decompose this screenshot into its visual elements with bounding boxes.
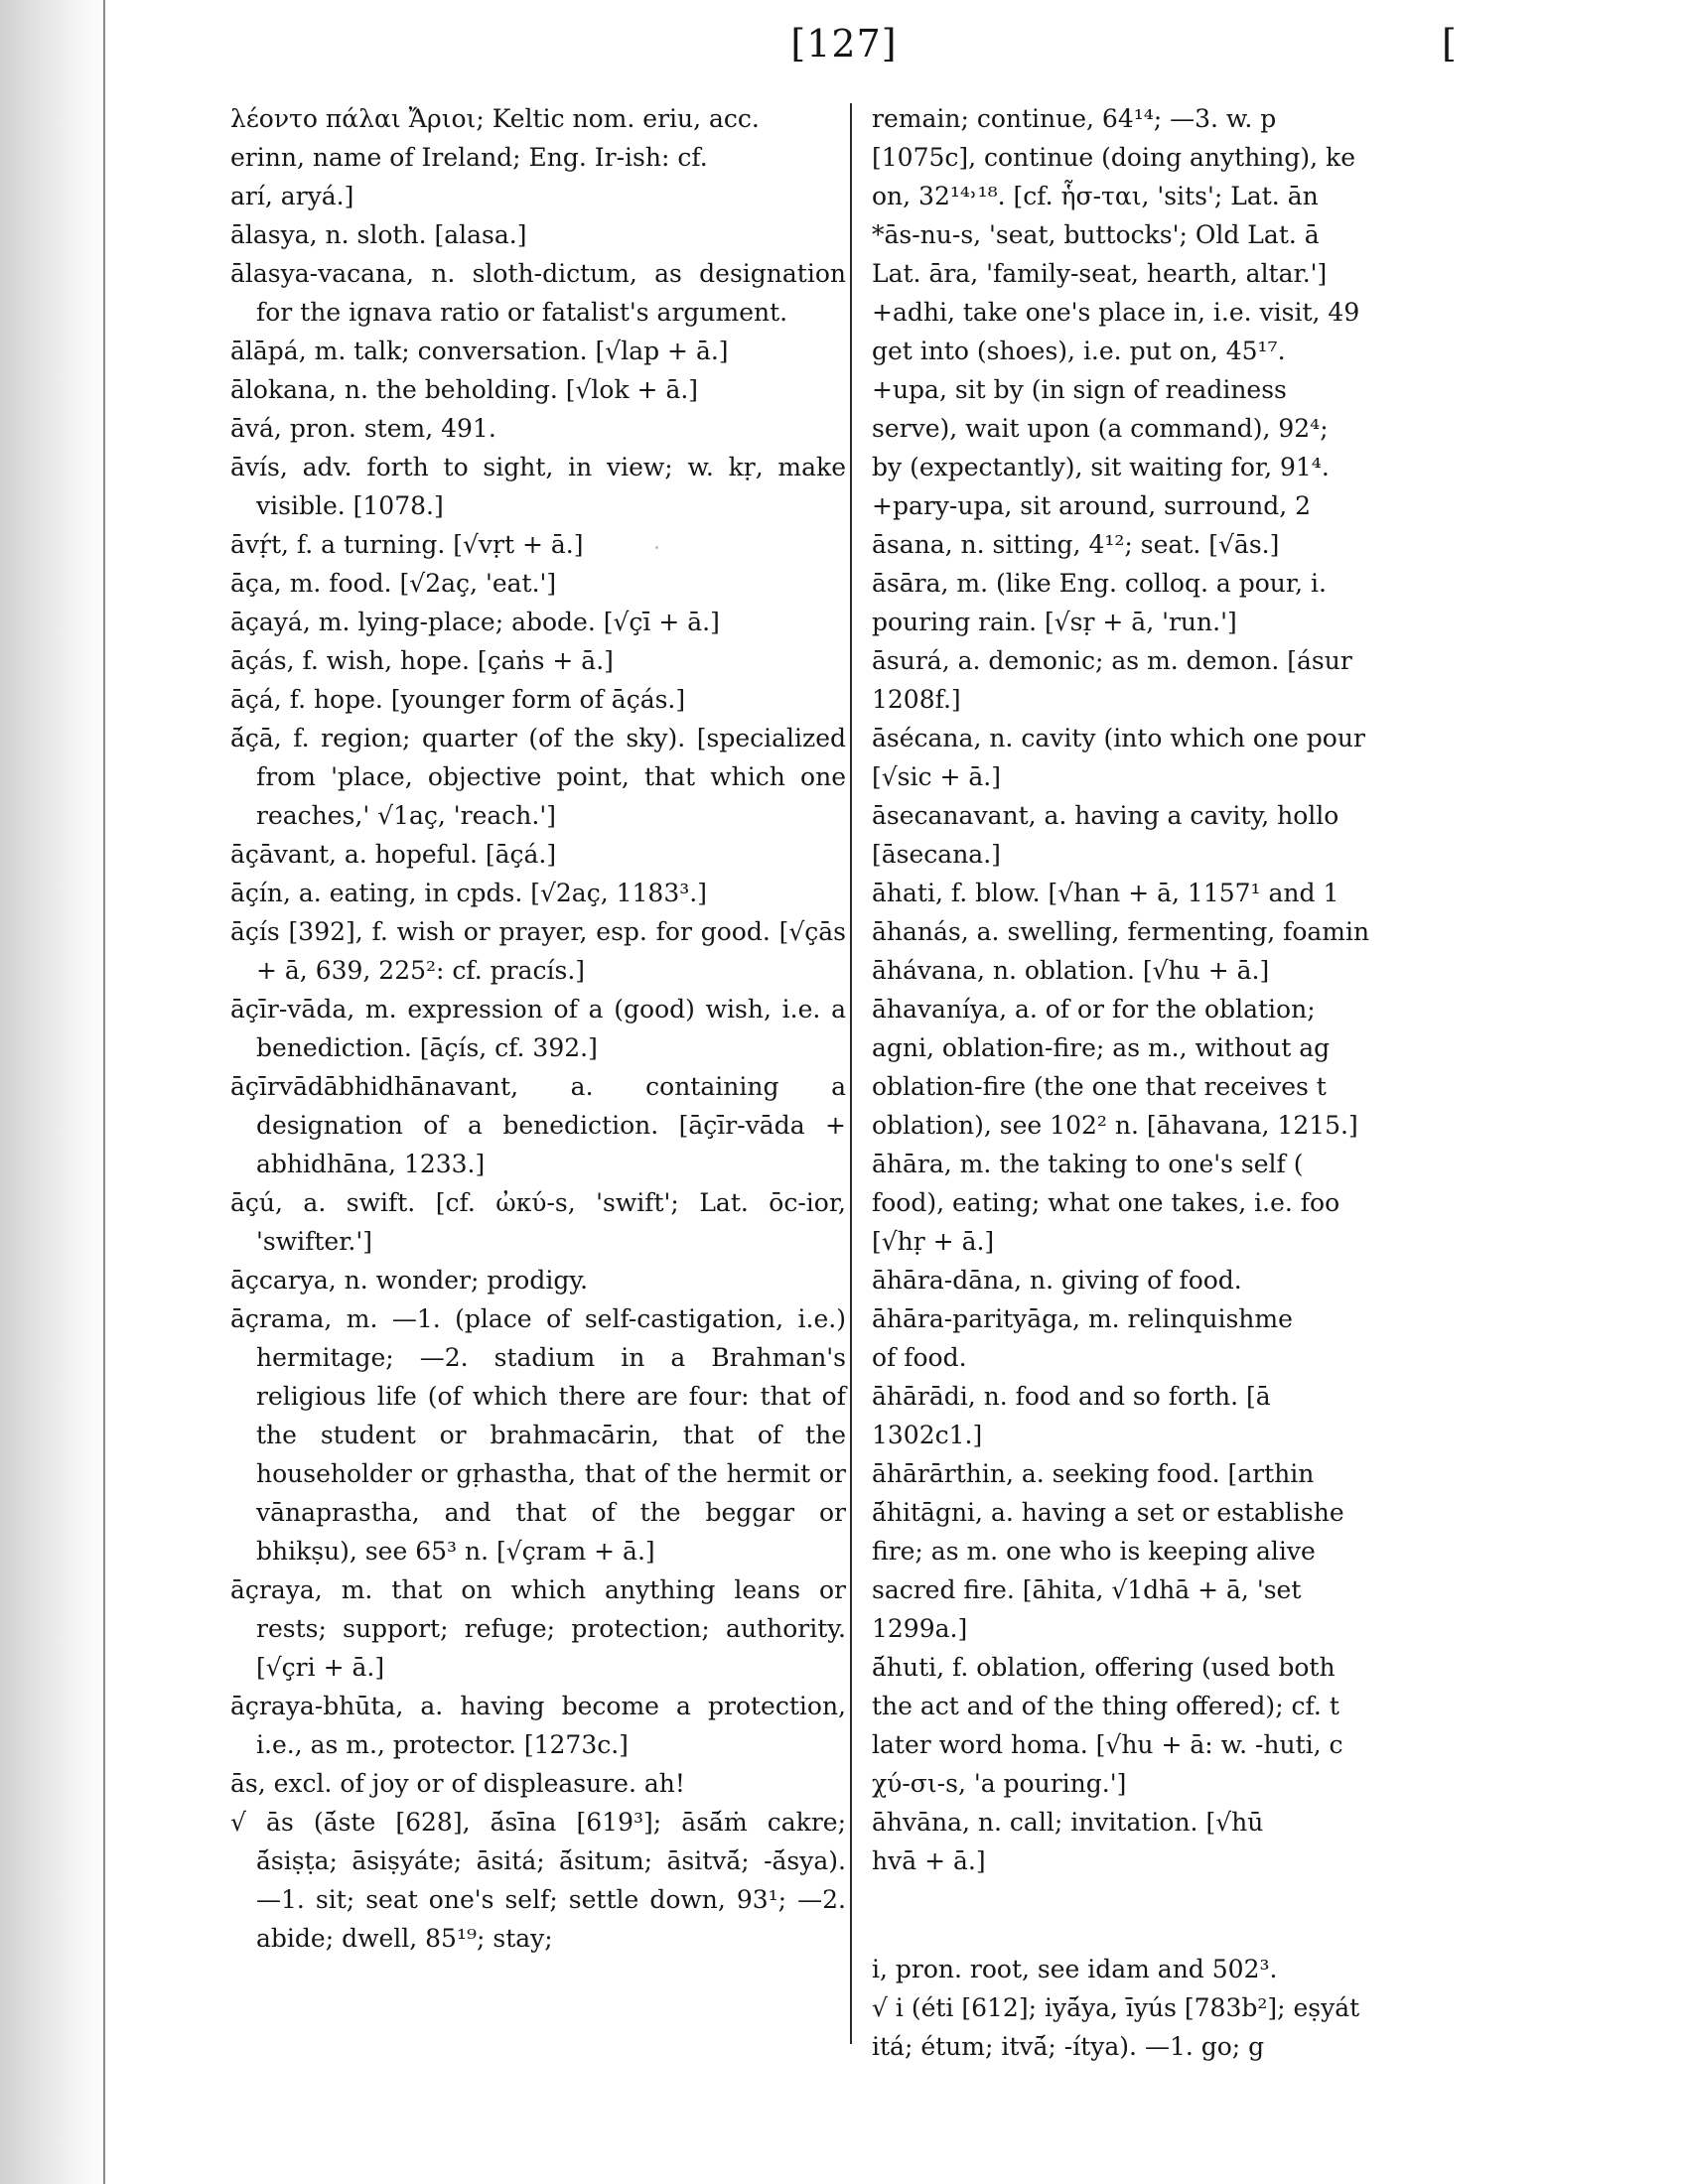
dictionary-entry: āça, m. food. [√2aç, 'eat.'] <box>230 569 557 598</box>
dictionary-line: āhávana, n. oblation. [√hu + ā.] <box>872 956 1270 985</box>
paper-speck <box>655 546 658 549</box>
dictionary-line: 1302c1.] <box>872 1421 983 1449</box>
dictionary-line: āhāra-parityāga, m. relinquishme <box>872 1304 1293 1333</box>
dictionary-line: √ i (éti [612]; iyā́ya, īyús [783b²]; eṣyát <box>872 1993 1360 2022</box>
dictionary-entry: āçís [392], f. wish or prayer, esp. for good. [√çās + ā, 639, 225²: cf. pracís.] <box>230 917 846 985</box>
book-spine-shadow <box>0 0 109 2184</box>
dictionary-line: itá; étum; itvā́; -ítya). —1. go; g <box>872 2032 1265 2061</box>
dictionary-line: food), eating; what one takes, i.e. foo <box>872 1188 1340 1217</box>
dictionary-line: fire; as m. one who is keeping alive <box>872 1537 1316 1566</box>
dictionary-line: get into (shoes), i.e. put on, 45¹⁷. <box>872 337 1286 365</box>
dictionary-entry: ās, excl. of joy or of displeasure. ah! <box>230 1769 685 1798</box>
dictionary-line: āhavaníya, a. of or for the oblation; <box>872 995 1316 1024</box>
dictionary-line: of food. <box>872 1343 967 1372</box>
dictionary-line: ā́huti, f. oblation, offering (used both <box>872 1653 1336 1682</box>
dictionary-line: +upa, sit by (in sign of readiness <box>872 375 1287 404</box>
dictionary-line: [1075c], continue (doing anything), ke <box>872 143 1355 172</box>
dictionary-line: āsécana, n. cavity (into which one pour <box>872 724 1365 752</box>
dictionary-line: [√hṛ + ā.] <box>872 1227 995 1256</box>
dictionary-entry: āvís, adv. forth to sight, in view; w. kṛ, make visible. [1078.] <box>230 453 846 520</box>
dictionary-column-left <box>230 99 846 1958</box>
entry-continuation: λέοντο πάλαι Ἄριοι; Keltic nom. eriu, acc. <box>230 104 760 133</box>
dictionary-entry: āçá, f. hope. [younger form of āçás.] <box>230 685 686 714</box>
dictionary-line: 1208f.] <box>872 685 961 714</box>
dictionary-entry: āçraya, m. that on which anything leans or rests; support; refuge; protection; authority. [√çri + ā.] <box>230 1575 846 1682</box>
dictionary-line: χύ-σι-s, 'a pouring.'] <box>872 1769 1127 1798</box>
dictionary-line: the act and of the thing offered); cf. t <box>872 1692 1339 1720</box>
dictionary-line: +pary-upa, sit around, surround, 2 <box>872 491 1311 520</box>
dictionary-line: āhati, f. blow. [√han + ā, 1157¹ and 1 <box>872 879 1339 907</box>
dictionary-line: remain; continue, 64¹⁴; —3. w. p <box>872 104 1277 133</box>
dictionary-entry: ālasya, n. sloth. [alasa.] <box>230 220 527 249</box>
dictionary-line: āhārādi, n. food and so forth. [ā <box>872 1382 1271 1411</box>
dictionary-entry: āçraya-bhūta, a. having become a protection, i.e., as m., protector. [1273c.] <box>230 1692 846 1759</box>
dictionary-line: on, 32¹⁴˒¹⁸. [cf. ἧσ-ται, 'sits'; Lat. ān <box>872 182 1319 210</box>
dictionary-line: +adhi, take one's place in, i.e. visit, 49 <box>872 298 1360 327</box>
dictionary-entry: √ ās (ā́ste [628], ā́sīna [619³]; āsā́ṁ cakre; ā́siṣṭa; āsiṣyáte; āsitá; ā́situm; āsitvā́; -ā́sya). —1. sit; seat one's self; settle down, 93¹; —2. abide; dwell, 85¹⁹; stay; <box>230 1808 846 1953</box>
dictionary-line: oblation), see 102² n. [āhavana, 1215.] <box>872 1111 1358 1140</box>
dictionary-line: āhāra-dāna, n. giving of food. <box>872 1266 1242 1295</box>
dictionary-line: āhāra, m. the taking to one's self ( <box>872 1150 1304 1178</box>
dictionary-entry: āçcarya, n. wonder; prodigy. <box>230 1266 589 1295</box>
dictionary-entry: āçīr-vāda, m. expression of a (good) wish, i.e. a benediction. [āçís, cf. 392.] <box>230 995 846 1062</box>
dictionary-entry: āvṛ́t, f. a turning. [√vṛt + ā.] <box>230 530 584 559</box>
entry-continuation: arí, aryá.] <box>230 182 354 210</box>
dictionary-entry: ālāpá, m. talk; conversation. [√lap + ā.] <box>230 337 729 365</box>
dictionary-line: hvā + ā.] <box>872 1846 986 1875</box>
dictionary-entry: āçāvant, a. hopeful. [āçá.] <box>230 840 557 869</box>
dictionary-line: 1299a.] <box>872 1614 968 1643</box>
section-gap <box>872 1880 1688 1950</box>
dictionary-line: sacred fire. [āhita, √1dhā + ā, 'set <box>872 1575 1302 1604</box>
dictionary-line: agni, oblation-fire; as m., without ag <box>872 1033 1331 1062</box>
dictionary-entry: āçás, f. wish, hope. [çaṅs + ā.] <box>230 646 614 675</box>
dictionary-entry: āvá, pron. stem, 491. <box>230 414 496 443</box>
dictionary-line: āsurá, a. demonic; as m. demon. [ásur <box>872 646 1352 675</box>
dictionary-line: āsana, n. sitting, 4¹²; seat. [√ās.] <box>872 530 1280 559</box>
dictionary-entry: āçayá, m. lying-place; abode. [√çī + ā.] <box>230 608 720 636</box>
dictionary-entry: ālasya-vacana, n. sloth-dictum, as designation for the ignava ratio or fatalist's argument. <box>230 259 846 327</box>
dictionary-line: āsāra, m. (like Eng. colloq. a pour, i. <box>872 569 1327 598</box>
dictionary-entry: āçrama, m. —1. (place of self-castigation, i.e.) hermitage; —2. stadium in a Brahman's religious life (of which there are four: that of the student or brahmacārin, that of the householder or gṛhastha, that of the hermit or vānaprastha, and that of the beggar or bhikṣu), see 65³ n. [√çram + ā.] <box>230 1304 846 1566</box>
dictionary-line: oblation-fire (the one that receives t <box>872 1072 1327 1101</box>
dictionary-entry: āçīrvādābhidhānavant, a. containing a designation of a benediction. [āçīr-vāda + abhidhāna, 1233.] <box>230 1072 846 1178</box>
dictionary-line: i, pron. root, see idam and 502³. <box>872 1955 1278 1983</box>
column-rule <box>850 103 852 2044</box>
dictionary-line: Lat. āra, 'family-seat, hearth, altar.'] <box>872 259 1328 288</box>
dictionary-line: pouring rain. [√sṛ + ā, 'run.'] <box>872 608 1237 636</box>
running-bracket: [ <box>1442 22 1457 66</box>
gutter-line <box>103 0 105 2184</box>
dictionary-line: *ās-nu-s, 'seat, buttocks'; Old Lat. ā <box>872 220 1320 249</box>
dictionary-entry: āçín, a. eating, in cpds. [√2aç, 1183³.] <box>230 879 707 907</box>
dictionary-line: āhvāna, n. call; invitation. [√hū <box>872 1808 1264 1837</box>
dictionary-line: by (expectantly), sit waiting for, 91⁴. <box>872 453 1330 481</box>
dictionary-line: ā́hitāgni, a. having a set or establishe <box>872 1498 1344 1527</box>
dictionary-line: serve), wait upon (a command), 92⁴; <box>872 414 1329 443</box>
dictionary-entry: ālokana, n. the beholding. [√lok + ā.] <box>230 375 699 404</box>
dictionary-column-right <box>872 99 1688 2066</box>
dictionary-line: āsecanavant, a. having a cavity, hollo <box>872 801 1339 830</box>
dictionary-line: āhārārthin, a. seeking food. [arthin <box>872 1459 1315 1488</box>
dictionary-line: āhanás, a. swelling, fermenting, foamin <box>872 917 1370 946</box>
page-number: [127] <box>790 22 898 66</box>
dictionary-entry: āçú, a. swift. [cf. ὠκύ-s, 'swift'; Lat. ōc-ior, 'swifter.'] <box>230 1188 846 1256</box>
dictionary-entry: ā́çā, f. region; quarter (of the sky). [specialized from 'place, objective point, that which one reaches,' √1aç, 'reach.'] <box>230 724 846 830</box>
dictionary-line: later word homa. [√hu + ā: w. -huti, c <box>872 1730 1343 1759</box>
dictionary-line: [āsecana.] <box>872 840 1001 869</box>
entry-continuation: erinn, name of Ireland; Eng. Ir-ish: cf. <box>230 143 708 172</box>
dictionary-line: [√sic + ā.] <box>872 762 1001 791</box>
